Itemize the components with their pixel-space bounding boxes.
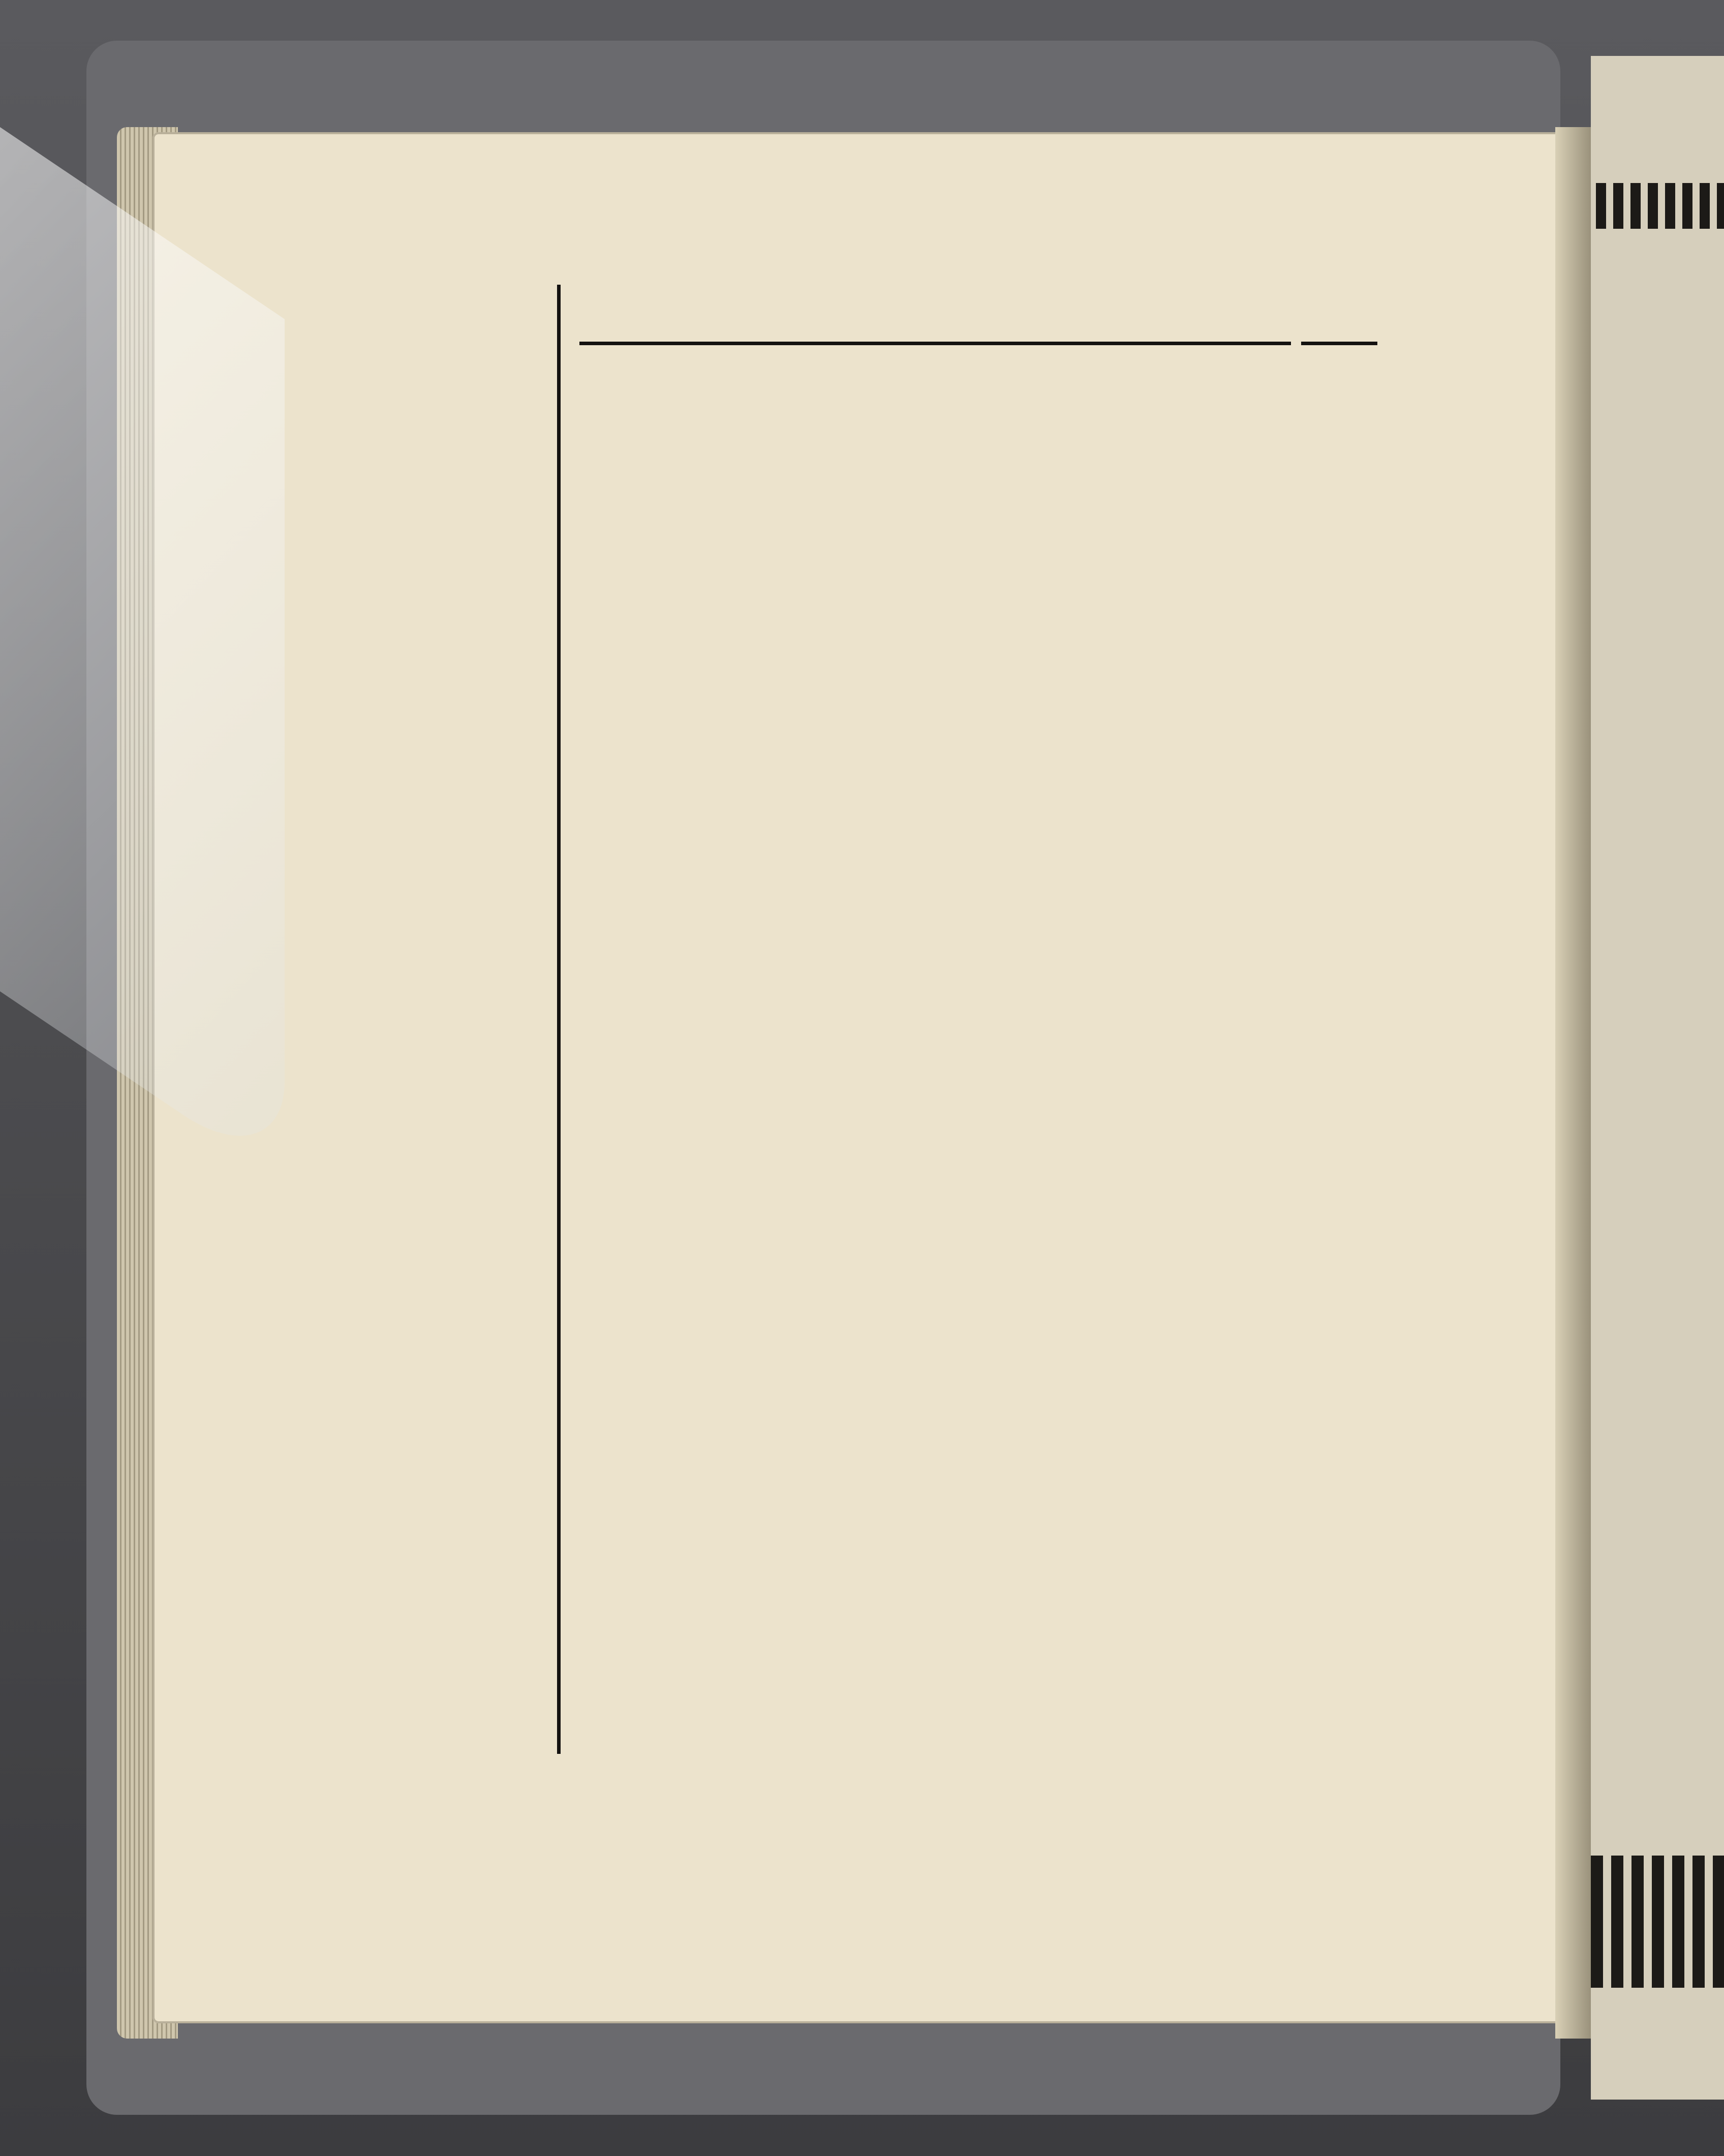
facing-ornament-bottom bbox=[1591, 1856, 1724, 1988]
ornament-border-top bbox=[356, 203, 1443, 280]
margin-rule bbox=[557, 285, 561, 1754]
ornament-border-bottom bbox=[346, 1769, 1443, 1886]
facing-page bbox=[1591, 56, 1724, 2100]
facing-ornament-top bbox=[1596, 183, 1724, 229]
header-rule-end bbox=[1301, 342, 1377, 345]
header-rule bbox=[579, 342, 1291, 345]
ornament-border-left bbox=[356, 203, 417, 1886]
ornament-border-right bbox=[1382, 203, 1443, 1886]
